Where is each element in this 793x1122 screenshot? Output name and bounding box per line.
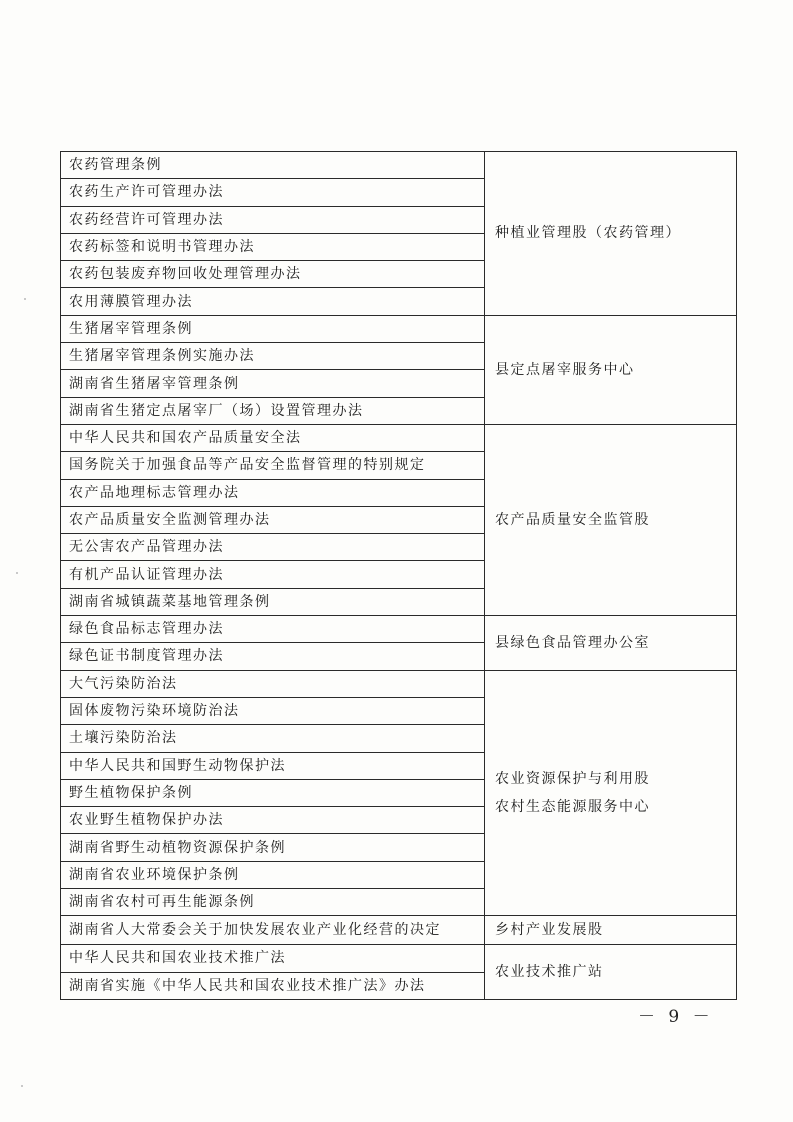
law-name-cell: 湖南省农村可再生能源条例 [61,889,485,916]
department-cell [485,916,737,945]
law-name-cell: 湖南省人大常委会关于加快发展农业产业化经营的决定 [61,916,485,945]
law-name-cell: 农药包装废弃物回收处理管理办法 [61,261,485,288]
regulation-table-body [61,152,737,1000]
table-row [61,945,737,972]
department-cell [485,616,737,671]
table-row [61,616,737,643]
department-name: 农业技术推广站 [495,964,604,981]
law-name-cell: 中华人民共和国农业技术推广法 [61,945,485,972]
law-name-cell: 大气污染防治法 [61,670,485,697]
law-name-cell: 绿色证书制度管理办法 [61,643,485,670]
law-name-cell: 农药管理条例 [61,152,485,179]
scan-speck [24,298,26,300]
law-name-cell: 湖南省生猪屠宰管理条例 [61,370,485,397]
law-name-cell: 湖南省野生动植物资源保护条例 [61,834,485,861]
table-row [61,670,737,697]
law-name-cell: 生猪屠宰管理条例 [61,315,485,342]
table-row [61,152,737,179]
law-name-cell: 农药标签和说明书管理办法 [61,233,485,260]
law-name-cell: 无公害农产品管理办法 [61,534,485,561]
law-name-cell: 野生植物保护条例 [61,779,485,806]
department-cell [485,945,737,1000]
department-name: 县定点屠宰服务中心 [495,361,635,378]
law-name-cell: 湖南省农业环境保护条例 [61,861,485,888]
law-name-cell: 生猪屠宰管理条例实施办法 [61,343,485,370]
scan-speck [16,572,18,574]
law-name-cell: 湖南省城镇蔬菜基地管理条例 [61,588,485,615]
department-name: 县绿色食品管理办公室 [495,634,650,651]
table-row [61,315,737,342]
law-name-cell: 湖南省生猪定点屠宰厂（场）设置管理办法 [61,397,485,424]
department-name: 乡村产业发展股 [495,922,604,939]
department-name: 农村生态能源服务中心 [495,798,650,815]
department-cell [485,424,737,615]
law-name-cell: 农产品地理标志管理办法 [61,479,485,506]
table-row [61,916,737,945]
law-name-cell: 有机产品认证管理办法 [61,561,485,588]
regulation-table [60,151,737,1000]
department-cell [485,670,737,916]
law-name-cell: 农业野生植物保护办法 [61,807,485,834]
law-name-cell: 国务院关于加强食品等产品安全监督管理的特别规定 [61,452,485,479]
law-name-cell: 农药经营许可管理办法 [61,206,485,233]
law-name-cell: 农用薄膜管理办法 [61,288,485,315]
table-row [61,424,737,451]
department-name: 种植业管理股（农药管理） [495,225,681,242]
department-name: 农产品质量安全监管股 [495,512,650,528]
law-name-cell: 湖南省实施《中华人民共和国农业技术推广法》办法 [61,972,485,999]
law-name-cell: 土壤污染防治法 [61,725,485,752]
scan-speck [21,1085,23,1087]
department-cell [485,152,737,316]
page-number: － 9 － [638,1007,714,1027]
law-name-cell: 固体废物污染环境防治法 [61,697,485,724]
law-name-cell: 农产品质量安全监测管理办法 [61,506,485,533]
law-name-cell: 中华人民共和国农产品质量安全法 [61,424,485,451]
department-name: 农业资源保护与利用股 [495,770,650,787]
law-name-cell: 农药生产许可管理办法 [61,179,485,206]
law-name-cell: 中华人民共和国野生动物保护法 [61,752,485,779]
department-cell [485,315,737,424]
law-name-cell: 绿色食品标志管理办法 [61,616,485,643]
